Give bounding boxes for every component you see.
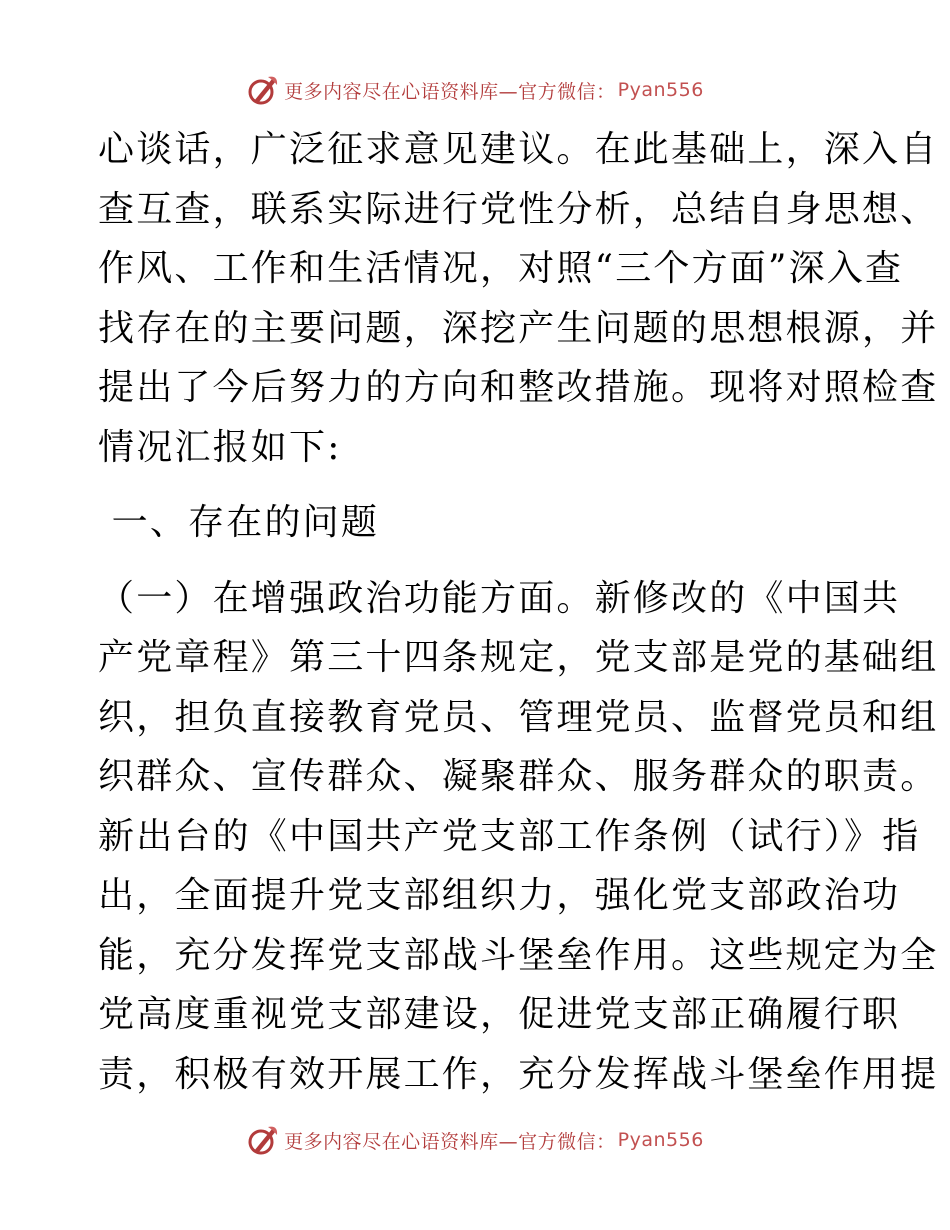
text-line: 心谈话，广泛征求意见建议。在此基础上，深入自: [98, 129, 939, 170]
text-line: 责，积极有效开展工作，充分发挥战斗堡垒作用提: [98, 1053, 939, 1095]
section-heading: 一、存在的问题: [98, 502, 380, 543]
text-line: 党高度重视党支部建设，促进党支部正确履行职: [98, 994, 901, 1035]
watermark-wechat-id: Pyan556: [617, 79, 704, 101]
text-line: 情况汇报如下:: [98, 426, 342, 468]
paragraph-section-1: [98, 569, 939, 1105]
quill-logo-icon: [246, 1123, 280, 1157]
text-line: 提出了今后努力的方向和整改措施。现将对照检查: [98, 367, 939, 408]
text-line: 作风、工作和生活情况，对照“三个方面”深入查: [98, 248, 904, 289]
text-line: 织，担负直接教育党员、管理党员、监督党员和组: [98, 696, 939, 738]
text-line: 查互查，联系实际进行党性分析，总结自身思想、: [98, 188, 939, 230]
watermark-wechat-id: Pyan556: [617, 1129, 704, 1151]
watermark-text: 更多内容尽在心语资料库—官方微信：: [284, 1130, 616, 1153]
text-line: （一）在增强政治功能方面。新修改的《中国共: [98, 577, 901, 619]
text-line: 新出台的《中国共产党支部工作条例（试行）》指: [98, 815, 921, 857]
quill-logo-icon: [246, 73, 280, 107]
document-body: [98, 120, 939, 1104]
watermark-text: 更多内容尽在心语资料库—官方微信：: [284, 80, 616, 103]
paragraph-intro: [98, 120, 939, 477]
text-line: 织群众、宣传群众、凝聚群众、服务群众的职责。: [98, 756, 939, 797]
text-line: 找存在的主要问题，深挖产生问题的思想根源，并: [98, 307, 939, 349]
text-line: 能，充分发挥党支部战斗堡垒作用。这些规定为全: [98, 934, 939, 976]
footer-watermark: [0, 1123, 950, 1157]
text-line: 出，全面提升党支部组织力，强化党支部政治功: [98, 875, 901, 916]
text-line: 产党章程》第三十四条规定，党支部是党的基础组: [98, 637, 939, 678]
header-watermark: [0, 73, 950, 107]
